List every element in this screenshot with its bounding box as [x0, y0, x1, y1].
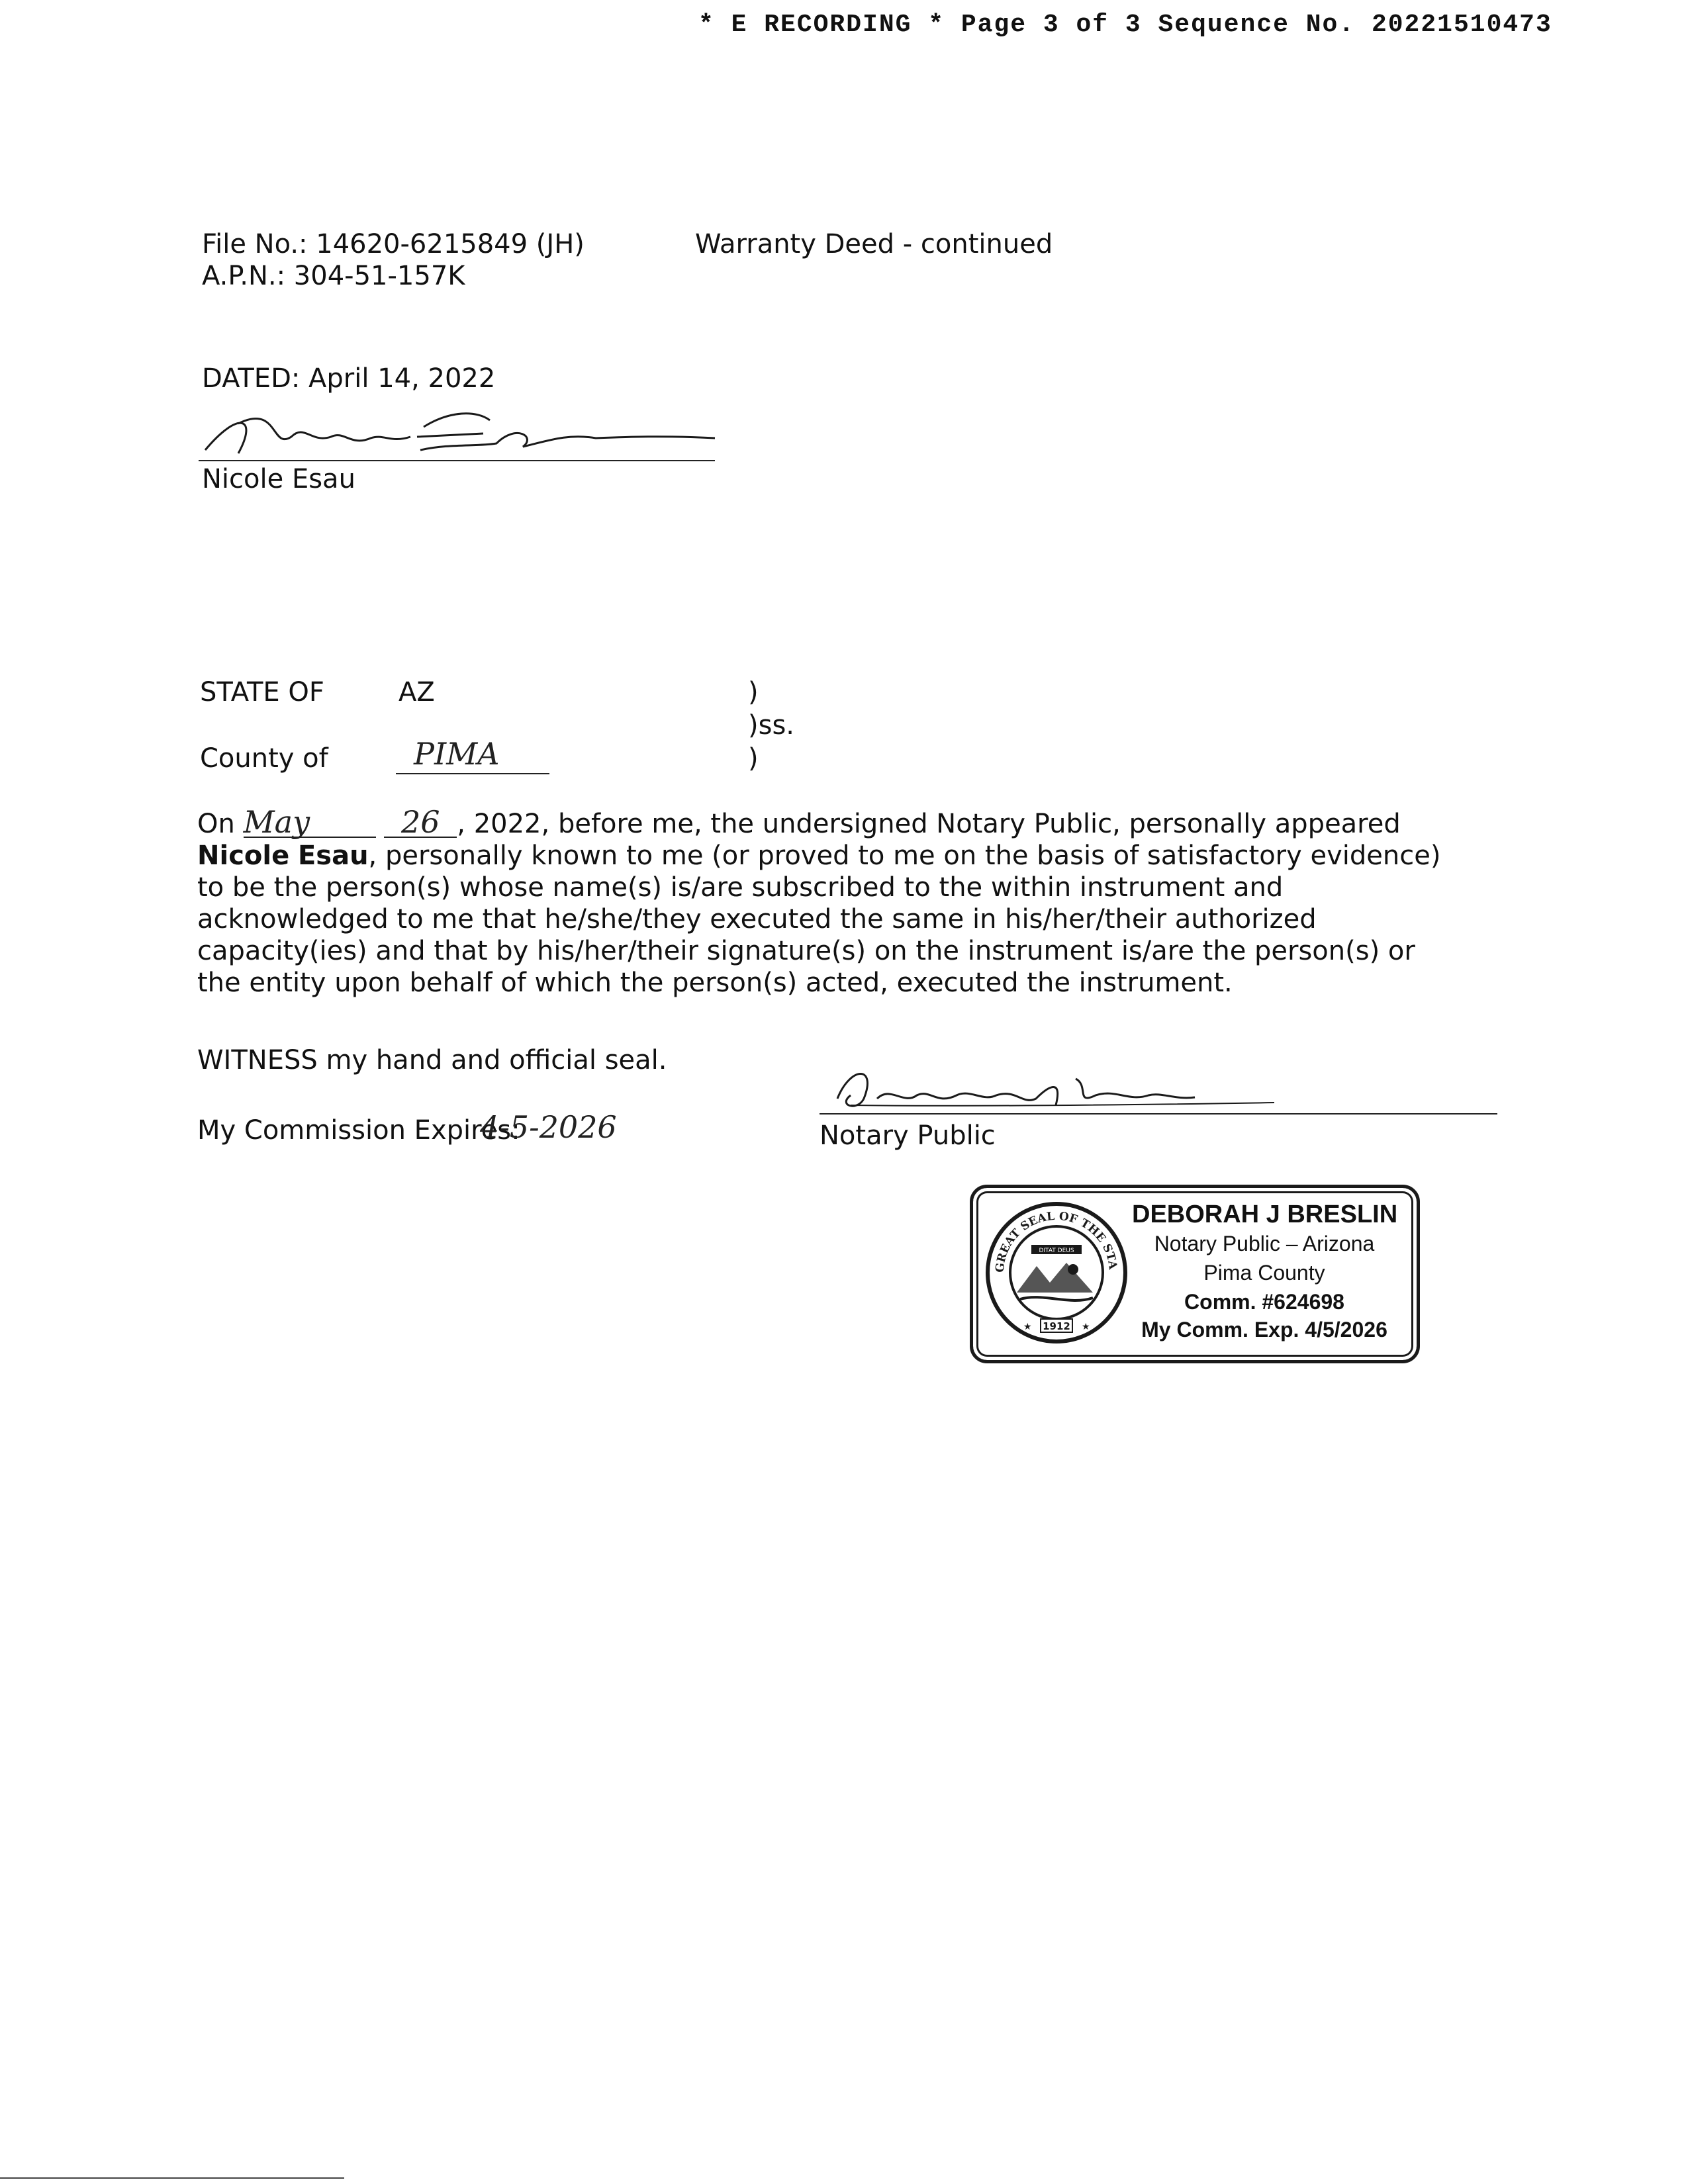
commission-value-handwritten: 4-5-2026 — [480, 1109, 617, 1145]
signer-name: Nicole Esau — [202, 464, 355, 494]
arizona-state-seal — [984, 1200, 1129, 1345]
ack-body-text: , personally known to me (or proved to me on the basis of satisfactory evidence) to be the person(s) whose name(s) is/are subscribed to the within instrument and acknowledged to me that he/she/they executed the same in his/her/their authorized capacity(ies) and that by his/her/their signature(s) on the instrument is/are the person(s) or the entity upon behalf of which the person(s) acted, executed the instrument. — [197, 841, 1441, 998]
signer-signature-line — [199, 460, 715, 461]
state-label: STATE OF — [200, 677, 324, 707]
ack-on: On — [197, 809, 235, 839]
state-value: AZ — [399, 677, 435, 707]
acknowledgment-paragraph — [197, 804, 1455, 999]
county-underline — [396, 773, 549, 774]
witness-text: WITNESS my hand and official seal. — [197, 1045, 667, 1075]
notary-signature-line — [820, 1113, 1497, 1115]
recording-header: * E RECORDING * Page 3 of 3 Sequence No. 20221510473 — [698, 11, 1552, 39]
dated-line: DATED: April 14, 2022 — [202, 363, 496, 394]
scan-edge-line — [0, 2177, 344, 2179]
ack-year-text: , 2022, before me, the undersigned Notary Public, personally appeared — [457, 809, 1401, 839]
venue-paren-bottom: ) — [748, 743, 759, 774]
document-title: Warranty Deed - continued — [695, 229, 1053, 259]
commission-label: My Commission Expires: — [197, 1115, 520, 1146]
file-number: File No.: 14620-6215849 (JH) — [202, 229, 585, 259]
svg-text:★: ★ — [1082, 1322, 1090, 1332]
ack-name-last: Esau — [297, 841, 369, 871]
county-value-handwritten: PIMA — [414, 736, 500, 772]
svg-text:★: ★ — [1023, 1322, 1032, 1332]
seal-motto: DITAT DEUS — [1039, 1248, 1074, 1254]
venue-ss: )ss. — [748, 710, 794, 741]
svg-text:GREAT SEAL OF THE STATE OF ARI — [984, 1200, 1119, 1273]
county-label: County of — [200, 743, 328, 774]
stamp-county: Pima County — [1203, 1261, 1325, 1285]
signer-signature — [199, 397, 728, 463]
venue-paren-top: ) — [748, 677, 759, 707]
notary-label: Notary Public — [820, 1120, 996, 1151]
stamp-commission-expiration: My Comm. Exp. 4/5/2026 — [1141, 1318, 1387, 1342]
stamp-notary-title: Notary Public – Arizona — [1154, 1232, 1375, 1255]
seal-year: 1912 — [1043, 1320, 1070, 1332]
apn-number: A.P.N.: 304-51-157K — [202, 261, 465, 291]
stamp-notary-name: DEBORAH J BRESLIN — [1132, 1201, 1398, 1228]
notary-signature — [824, 1059, 1288, 1118]
ack-month-handwritten: May — [244, 807, 376, 838]
stamp-commission-number: Comm. #624698 — [1184, 1290, 1344, 1314]
ack-name-first: Nicole — [197, 841, 290, 871]
ack-day-handwritten: 26 — [384, 807, 457, 838]
notary-stamp — [970, 1185, 1420, 1363]
seal-arc-text: GREAT SEAL OF THE STA — [993, 1209, 1119, 1273]
